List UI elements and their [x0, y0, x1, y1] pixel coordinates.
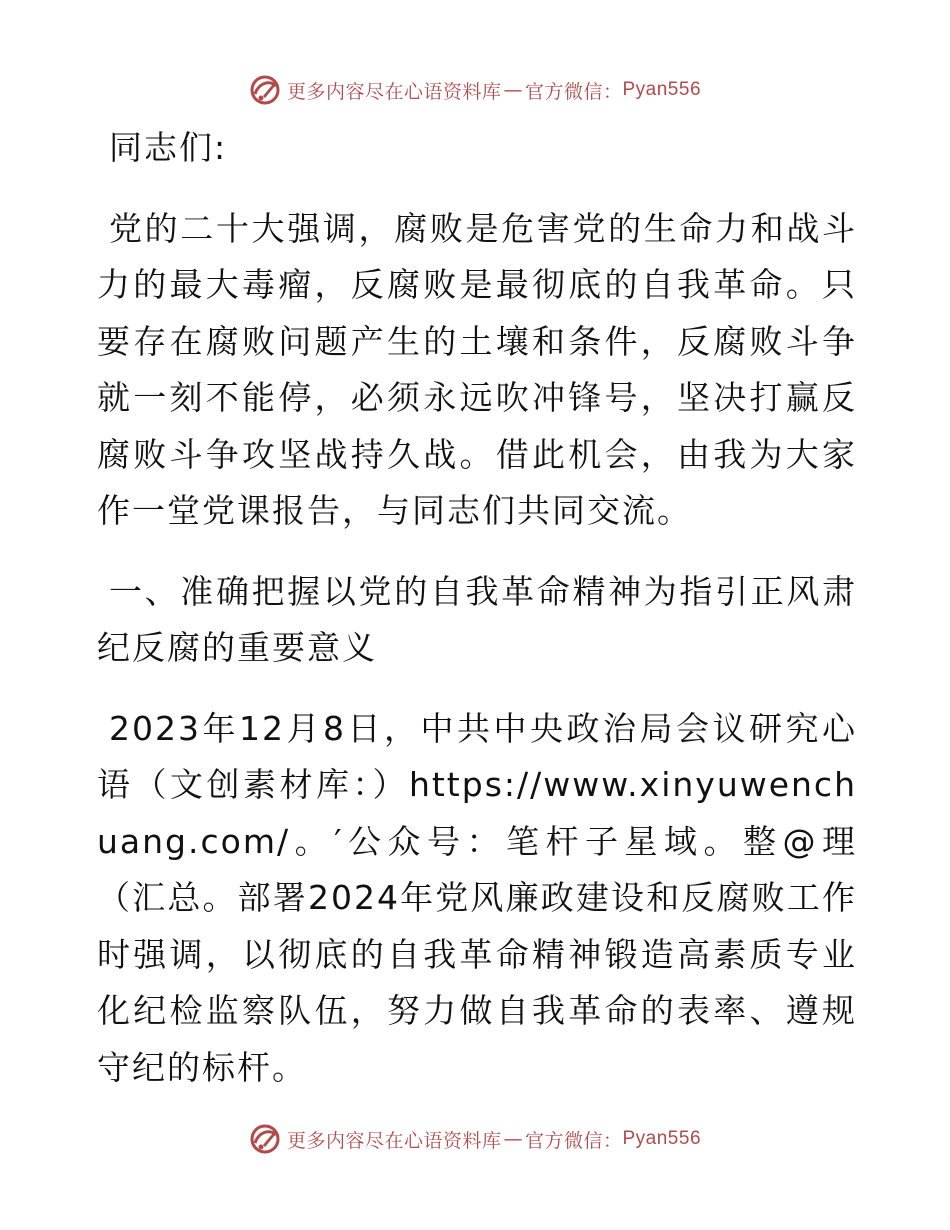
document-body: [97, 118, 857, 1120]
paragraph-meeting: 2023年12月8日，中共中央政治局会议研究心语（文创素材库：）https://www.xinyuwenchuang.com/。′公众号：笔杆子星域。整@理（汇总。部署2024年党风廉政建设和反腐败工作时强调，以彻底的自我革命精神锻造高素质专业化纪检监察队伍，努力做自我革命的表率、遵规守纪的标杆。: [97, 708, 857, 1087]
section-heading-1: 一、准确把握以党的自我革命精神为指引正风肃纪反腐的重要意义: [97, 571, 857, 667]
banner-text: 更多内容尽在心语资料库: [286, 80, 502, 103]
header-watermark-banner: [0, 72, 950, 108]
banner-handle: Pyan556: [622, 79, 702, 100]
banner-suffix: 官方微信：: [524, 1129, 623, 1152]
banner-handle: Pyan556: [622, 1128, 702, 1149]
banner-separator: —: [503, 1128, 523, 1150]
banner-separator: —: [503, 79, 523, 101]
swirl-pen-logo-icon: [249, 1123, 281, 1155]
footer-watermark-banner: [0, 1121, 950, 1157]
swirl-pen-logo-icon: [249, 74, 281, 106]
greeting: 同志们:: [109, 128, 228, 167]
banner-suffix: 官方微信：: [524, 80, 623, 103]
paragraph-intro: 党的二十大强调，腐败是危害党的生命力和战斗力的最大毒瘤，反腐败是最彻底的自我革命。只要存在腐败问题产生的土壤和条件，反腐败斗争就一刻不能停，必须永远吹冲锋号，坚决打赢反腐败斗争攻坚战持久战。借此机会，由我为大家作一堂党课报告，与同志们共同交流。: [97, 208, 857, 530]
banner-text: 更多内容尽在心语资料库: [286, 1129, 502, 1152]
